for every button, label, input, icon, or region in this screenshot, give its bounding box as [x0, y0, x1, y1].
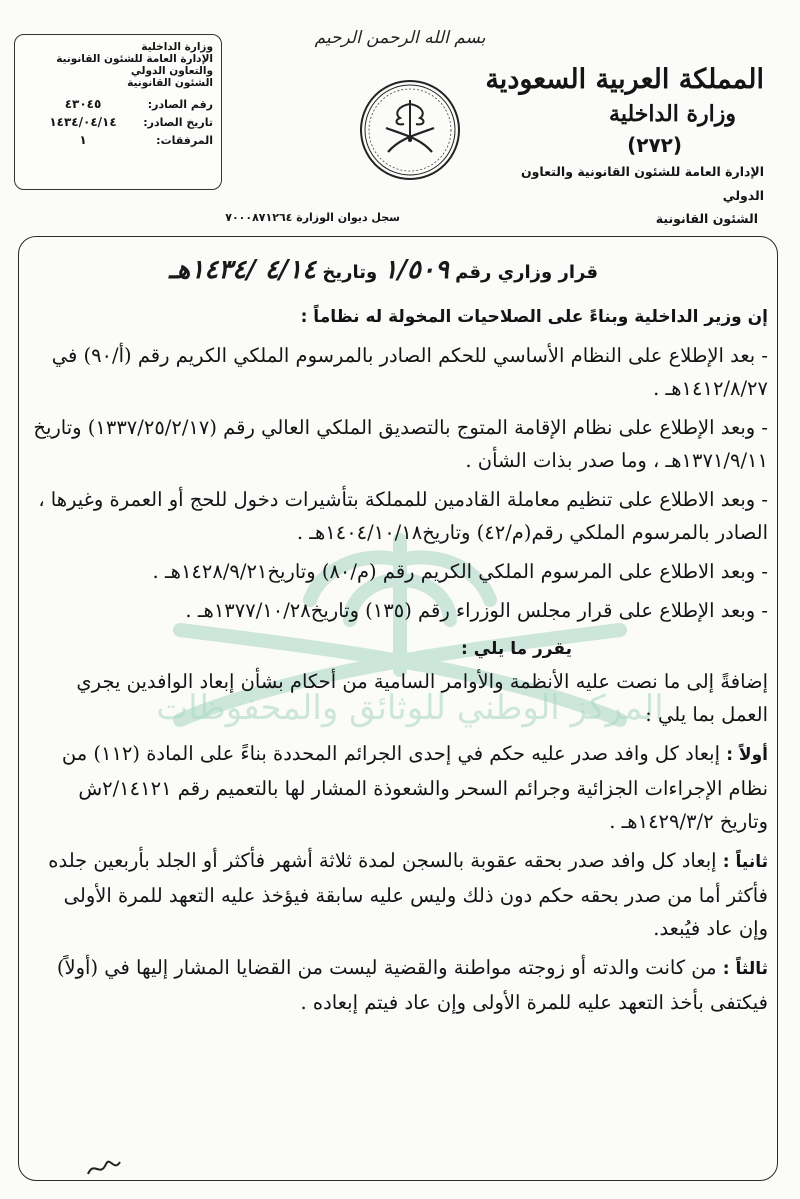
decree-title	[30, 248, 768, 295]
outgoing-stamp	[14, 34, 222, 190]
saudi-emblem-seal	[358, 78, 462, 182]
clause-text: إبعاد كل وافد صدر بحقه عقوبة بالسجن لمدة ثلاثة أشهر فأكثر أو الجلد بأربعين جلده فأكثر أما من صدر بحقه حكم دون ذلك وليس عليه سابقة فيؤخذ عليه التعهد للمرة الأولى وإن عاد فيُبعد.	[48, 849, 768, 940]
title-prefix: قرار وزاري رقم	[455, 262, 598, 283]
ref-value: ٤٣٠٤٥	[64, 97, 102, 111]
stamp-line: وزارة الداخلية	[141, 41, 213, 53]
recital-item: - بعد الإطلاع على النظام الأساسي للحكم الصادر بالمرسوم الملكي الكريم رقم (أ/٩٠) في ١٤١٢/٨/٢٧هـ .	[51, 344, 768, 400]
recital-item: - وبعد الإطلاع على نظام الإقامة المتوج بالتصديق الملكي العالي رقم (١٣٣٧/٢٥/٢/١٧) وتاريخ ١٣٧١/٩/١١هـ ، وما صدر بذات الشأن .	[33, 416, 768, 472]
decree-number: ١/٥٠٩	[383, 255, 449, 285]
recital-item: - وبعد الإطلاع على قرار مجلس الوزراء رقم (١٣٥) وتاريخ١٣٧٧/١٠/٢٨هـ .	[185, 599, 768, 622]
clause-label: ثانياً :	[722, 852, 768, 872]
stamp-line: الإدارة العامة للشئون القانونية والتعاون الدولي	[56, 53, 213, 77]
initials-mark-icon	[84, 1152, 124, 1182]
decides-heading: يقرر ما يلي :	[461, 639, 572, 659]
clause-text: إبعاد كل وافد صدر عليه حكم في إحدى الجرائم المحددة بناءً على المادة (١١٢) من نظام الإجراءات الجزائية وجرائم السحر والشعوذة المشار لها بالتعميم رقم ٢/١٤١٢١ش وتاريخ ١٤٢٩/٣/٢هـ .	[61, 742, 768, 833]
kingdom-name: المملكة العربية السعودية	[485, 64, 764, 95]
ministry-name: وزارة الداخلية	[609, 101, 736, 127]
recital-item: - وبعد الاطلاع على تنظيم معاملة القادمين للمملكة بتأشيرات دخول للحج أو العمرة وغيرها ، الصادر بالمرسوم الملكي رقم(م/٤٢) وتاريخ١٤٠٤/١٠/١٨هـ .	[38, 488, 768, 544]
stamp-line: الشئون القانونية	[127, 77, 213, 89]
decree-intro: إن وزير الداخلية وبناءً على الصلاحيات المخولة له نظاماً :	[300, 307, 768, 327]
decree-date: ٤/١٤ /١٤٣٤هـ	[168, 255, 317, 285]
decree-body	[30, 248, 768, 1025]
preamble: إضافةً إلى ما نصت عليه الأنظمة والأوامر السامية من أحكام بشأن إبعاد الوافدين يجري العمل بما يلي :	[76, 670, 768, 726]
ref-label: رقم الصادر:	[147, 97, 213, 111]
ministry-number: (٢٧٢)	[627, 133, 682, 157]
stamp-date-row	[15, 113, 221, 131]
date-prefix: وتاريخ	[322, 262, 378, 283]
clause-label: ثالثاً :	[722, 959, 768, 979]
letterhead	[484, 62, 764, 230]
stamp-ref-row	[15, 95, 221, 113]
clause-label: أولاً :	[726, 745, 768, 765]
stamp-attachments-row	[15, 131, 221, 149]
department-name: الإدارة العامة للشئون القانونية والتعاون الدولي	[520, 164, 764, 203]
archive-watermark-text: المركز الوطني للوثائق والمحفوظات	[156, 688, 664, 728]
recital-item: - وبعد الاطلاع على المرسوم الملكي الكريم رقم (م/٨٠) وتاريخ١٤٢٨/٩/٢١هـ .	[152, 560, 768, 583]
attachments-value: ١	[79, 133, 87, 147]
clause-text: من كانت والدته أو زوجته مواطنة والقضية ليست من القضايا المشار إليها في (أولاً) فيكتفى بأخذ التعهد عليه للمرة الأولى وإن عاد فيتم إبعاده .	[56, 956, 768, 1014]
clause	[30, 844, 768, 945]
attachments-label: المرفقات:	[156, 133, 213, 147]
registry-number: سجل ديوان الوزارة ٧٠٠٠٨٧١٢٦٤	[225, 211, 400, 224]
section-name: الشئون القانونية	[655, 211, 758, 226]
clause	[30, 951, 768, 1019]
basmala: بسم الله الرحمن الرحيم	[314, 28, 486, 48]
date-value: ١٤٣٤/٠٤/١٤	[49, 115, 117, 129]
date-label: تاريخ الصادر:	[143, 115, 213, 129]
clause	[30, 737, 768, 838]
